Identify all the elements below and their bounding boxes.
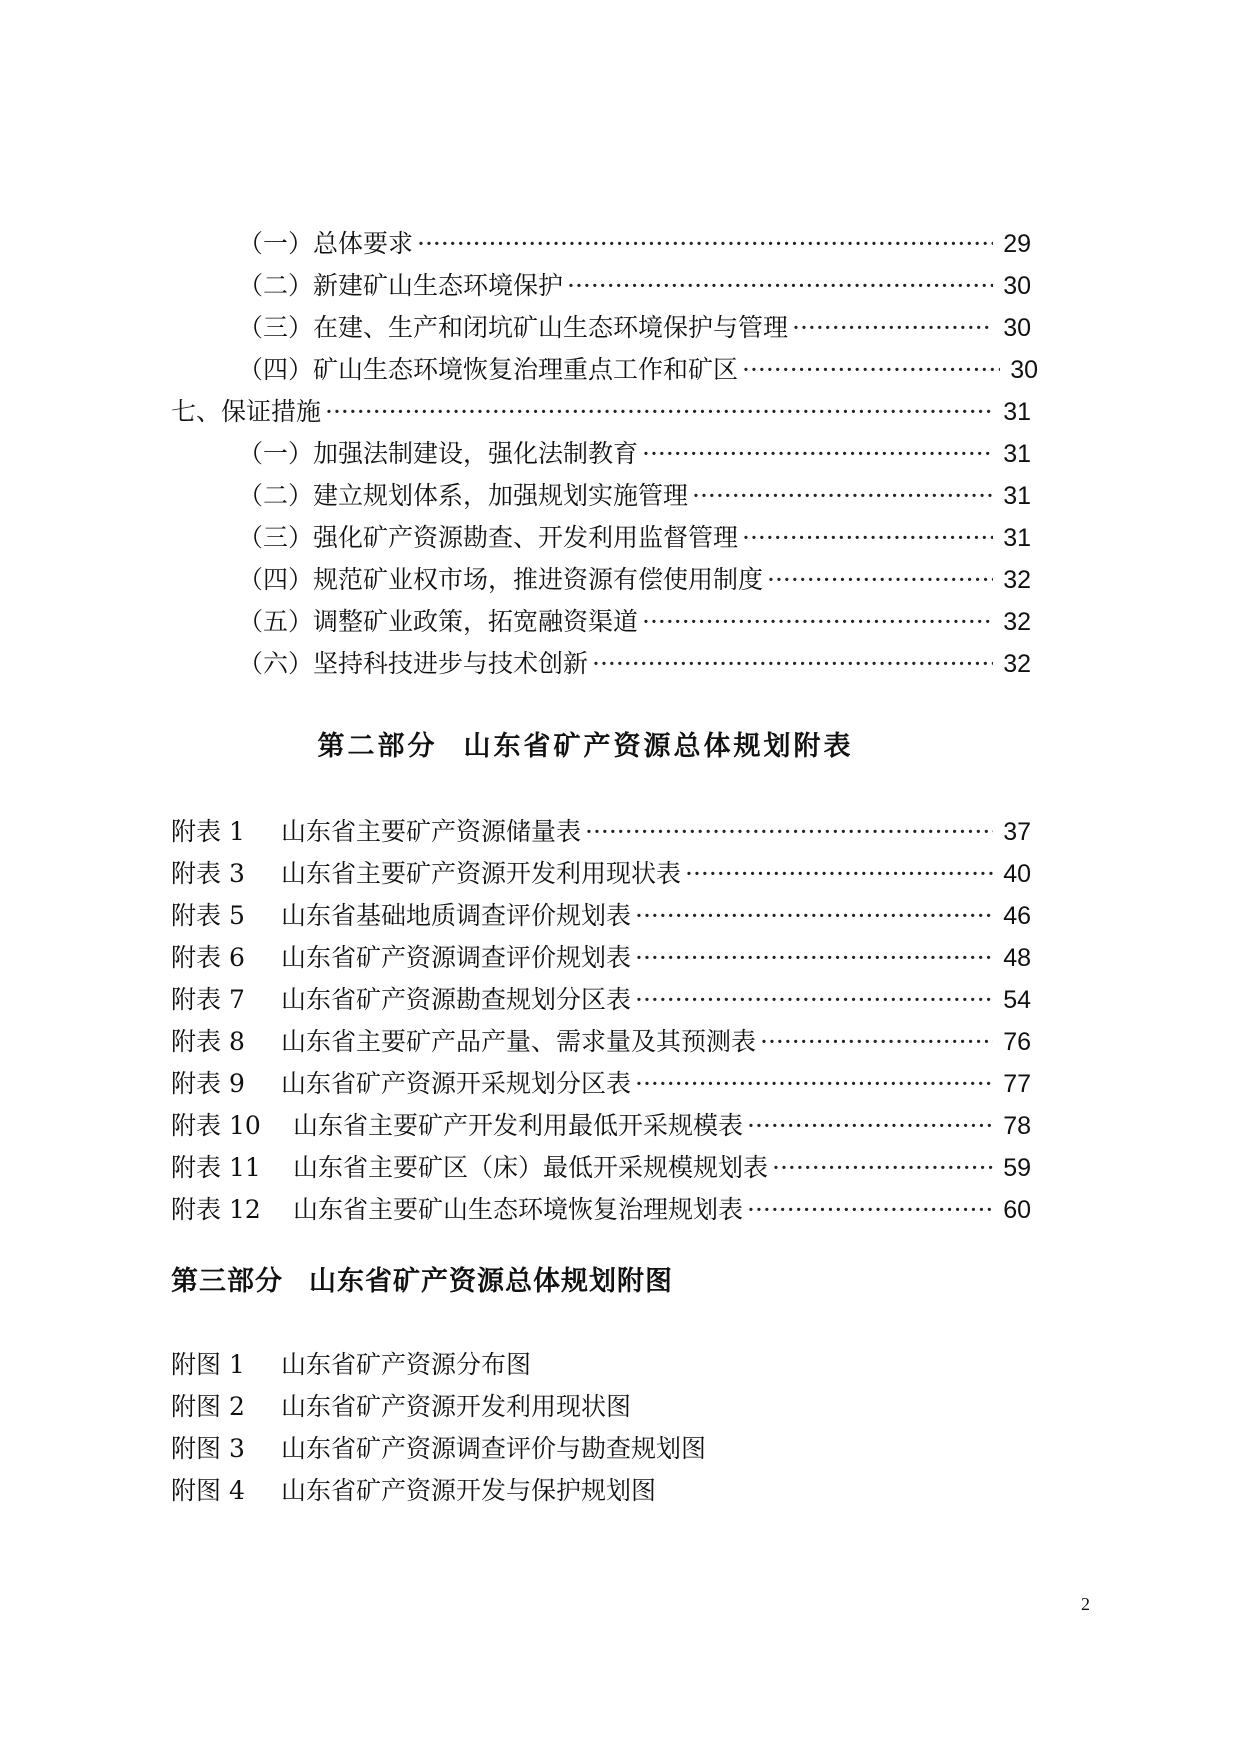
leader-dots: [742, 350, 1000, 390]
figure-entry-code: 附图 3: [171, 1434, 245, 1463]
leader-dots: [767, 560, 993, 600]
toc-entry-label: [171, 1148, 768, 1188]
toc-entry: [171, 1022, 1031, 1062]
toc-entry: [171, 1190, 1031, 1230]
toc-entry: [238, 602, 1031, 642]
leader-dots: [592, 644, 993, 684]
leader-dots: [642, 434, 993, 474]
toc-entry-page: 78: [1003, 1112, 1031, 1140]
toc-entry-code: 附表 12: [171, 1195, 261, 1224]
part2-heading: [0, 727, 1241, 767]
toc-entry-code: 附表 3: [171, 859, 245, 888]
toc-entry: [171, 854, 1031, 894]
toc-entry: [171, 1148, 1031, 1188]
toc-entry-page: 31: [1003, 398, 1031, 426]
figure-entry-title: 山东省矿产资源分布图: [281, 1350, 532, 1379]
leader-dots: [635, 1064, 993, 1104]
toc-entry-page: 31: [1003, 440, 1031, 468]
part2-heading-prefix: 第二部分: [317, 731, 438, 762]
toc-entry-label: [171, 1190, 743, 1230]
toc-entry: [238, 350, 1038, 390]
leader-dots: [585, 812, 993, 852]
toc-entry-code: 附表 8: [171, 1027, 245, 1056]
toc-entry-code: 附表 7: [171, 985, 245, 1014]
toc-entry-label: [171, 1022, 756, 1062]
leader-dots: [417, 224, 993, 264]
toc-entry-title: 山东省主要矿产品产量、需求量及其预测表: [281, 1027, 757, 1056]
toc-entry-title: 山东省基础地质调查评价规划表: [281, 901, 632, 930]
toc-entry-page: 46: [1003, 902, 1031, 930]
toc-entry-page: 40: [1003, 860, 1031, 888]
toc-entry-page: 60: [1003, 1196, 1031, 1224]
figure-entry-title: 山东省矿产资源开发与保护规划图: [281, 1476, 657, 1505]
toc-entry: [238, 560, 1031, 600]
figure-entry: [171, 1429, 706, 1469]
toc-entry: [171, 896, 1031, 936]
leader-dots: [742, 518, 993, 558]
part3-heading: [171, 1262, 673, 1302]
toc-entry-code: 附表 11: [171, 1153, 261, 1182]
toc-entry: [171, 812, 1031, 852]
toc-entry-code: 附表 9: [171, 1069, 245, 1098]
toc-entry-page: 48: [1003, 944, 1031, 972]
toc-entry-label: （四）规范矿业权市场，推进资源有偿使用制度: [238, 565, 764, 594]
toc-entry-page: 31: [1003, 524, 1031, 552]
leader-dots: [635, 980, 993, 1020]
toc-entry: [238, 518, 1031, 558]
toc-entry-title: 山东省主要矿产资源储量表: [281, 817, 582, 846]
leader-dots: [567, 266, 993, 306]
toc-entry-label: [171, 1106, 743, 1146]
toc-entry-page: 30: [1003, 314, 1031, 342]
toc-entry: [238, 266, 1031, 306]
toc-entry-page: 31: [1003, 482, 1031, 510]
leader-dots: [760, 1022, 993, 1062]
toc-entry-label: （一）加强法制建设，强化法制教育: [238, 439, 639, 468]
toc-entry-title: 山东省矿产资源勘查规划分区表: [281, 985, 632, 1014]
toc-entry-page: 32: [1003, 650, 1031, 678]
part3-heading-prefix: 第三部分: [171, 1266, 283, 1297]
toc-entry-label: [171, 854, 681, 894]
toc-entry: [238, 434, 1031, 474]
toc-entry-page: 37: [1003, 818, 1031, 846]
toc-entry-label: [171, 938, 631, 978]
toc-entry: [238, 224, 1031, 264]
toc-entry-page: 30: [1010, 356, 1038, 384]
toc-entry-page: 77: [1003, 1070, 1031, 1098]
toc-entry-label: （三）在建、生产和闭坑矿山生态环境保护与管理: [238, 313, 789, 342]
part2-heading-title: 山东省矿产资源总体规划附表: [463, 731, 854, 762]
toc-entry-label: 七、保证措施: [171, 397, 322, 426]
figure-entry: [171, 1345, 531, 1385]
toc-entry-page: 30: [1003, 272, 1031, 300]
toc-entry-page: 54: [1003, 986, 1031, 1014]
toc-entry-label: （二）新建矿山生态环境保护: [238, 271, 564, 300]
toc-entry-code: 附表 1: [171, 817, 245, 846]
toc-entry-title: 山东省主要矿山生态环境恢复治理规划表: [293, 1195, 744, 1224]
leader-dots: [772, 1148, 993, 1188]
toc-entry-page: 32: [1003, 566, 1031, 594]
toc-entry-title: 山东省主要矿产开发利用最低开采规模表: [293, 1111, 744, 1140]
figure-entry-title: 山东省矿产资源调查评价与勘查规划图: [281, 1434, 707, 1463]
toc-entry-code: 附表 6: [171, 943, 245, 972]
toc-entry-code: 附表 10: [171, 1111, 261, 1140]
leader-dots: [792, 308, 993, 348]
toc-entry-label: （三）强化矿产资源勘查、开发利用监督管理: [238, 523, 739, 552]
toc-entry: [171, 1064, 1031, 1104]
toc-entry-label: [171, 1064, 631, 1104]
toc-entry-label: [171, 896, 631, 936]
toc-entry-title: 山东省矿产资源开采规划分区表: [281, 1069, 632, 1098]
toc-entry-page: 32: [1003, 608, 1031, 636]
leader-dots: [635, 896, 993, 936]
toc-entry-page: 29: [1003, 230, 1031, 258]
toc-entry-label: （二）建立规划体系，加强规划实施管理: [238, 481, 689, 510]
toc-entry-title: 山东省主要矿产资源开发利用现状表: [281, 859, 682, 888]
toc-entry-code: 附表 5: [171, 901, 245, 930]
figure-entry: [171, 1387, 631, 1427]
toc-entry: [171, 1106, 1031, 1146]
toc-entry-label: [171, 980, 631, 1020]
toc-entry-label: （一）总体要求: [238, 229, 414, 258]
leader-dots: [747, 1106, 993, 1146]
figure-entry-title: 山东省矿产资源开发利用现状图: [281, 1392, 632, 1421]
toc-entry: [171, 980, 1031, 1020]
toc-entry: [238, 308, 1031, 348]
toc-entry: [238, 476, 1031, 516]
page-number: 2: [1081, 1594, 1090, 1614]
toc-entry-label: （四）矿山生态环境恢复治理重点工作和矿区: [238, 355, 739, 384]
part3-heading-title: 山东省矿产资源总体规划附图: [309, 1266, 673, 1297]
toc-entry-label: （五）调整矿业政策，拓宽融资渠道: [238, 607, 639, 636]
toc-entry: [238, 644, 1031, 684]
toc-entry-title: 山东省主要矿区（床）最低开采规模规划表: [293, 1153, 769, 1182]
toc-entry-page: 59: [1003, 1154, 1031, 1182]
toc-entry-title: 山东省矿产资源调查评价规划表: [281, 943, 632, 972]
figure-entry: [171, 1471, 656, 1511]
toc-entry-page: 76: [1003, 1028, 1031, 1056]
toc-entry-label: [171, 812, 581, 852]
leader-dots: [692, 476, 993, 516]
toc-entry-label: （六）坚持科技进步与技术创新: [238, 649, 589, 678]
leader-dots: [325, 392, 993, 432]
figure-entry-code: 附图 1: [171, 1350, 245, 1379]
leader-dots: [685, 854, 993, 894]
leader-dots: [747, 1190, 993, 1230]
figure-entry-code: 附图 2: [171, 1392, 245, 1421]
figure-entry-code: 附图 4: [171, 1476, 245, 1505]
leader-dots: [635, 938, 993, 978]
toc-entry: [171, 938, 1031, 978]
toc-entry: [171, 392, 1031, 432]
leader-dots: [642, 602, 993, 642]
